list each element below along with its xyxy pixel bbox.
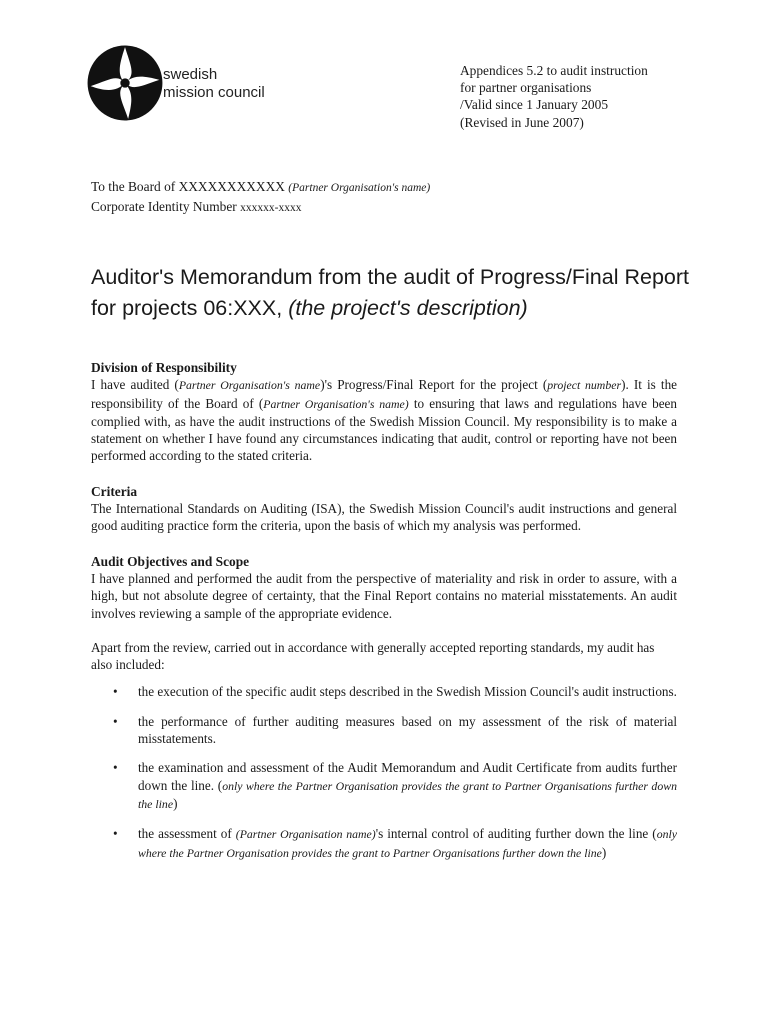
text-run: to ensuring that laws and regulations have been complied with, as have the audit instructions of the Swedish Mission Council. My responsibility is to make a statement on whether I have found any circumstances indicating that audit, control or reporting have not been performed according to the stated criteria.: [91, 395, 678, 464]
list-item: [91, 825, 677, 862]
italic-run: project number: [547, 378, 622, 393]
corp-number: xxxxxx-xxxx: [240, 201, 302, 214]
text-run: I have audited (: [91, 377, 179, 393]
heading-criteria: Criteria: [91, 483, 138, 499]
list-item: [91, 713, 677, 748]
heading-objectives: Audit Objectives and Scope: [91, 553, 250, 569]
list-item-text: the assessment of: [138, 826, 236, 842]
heading-responsibility: Division of Responsibility: [91, 360, 237, 375]
section-objectives: [91, 553, 677, 862]
audit-scope-list: [91, 683, 677, 861]
paragraph-objectives-2: Apart from the review, carried out in accordance with generally accepted reporting standards, my audit has also included:: [91, 639, 655, 673]
text-run: )'s Progress/Final Report for the project (: [320, 377, 548, 393]
list-item-text: ): [173, 795, 178, 811]
list-item-note: only where the Partner Organisation provides the grant to Partner Organisations further down the line: [138, 778, 677, 811]
paragraph-criteria: The International Standards on Auditing (ISA), the Swedish Mission Council's audit instructions and general good auditing practice form the criteria, upon the basis of which my analysis was performed.: [91, 501, 677, 534]
appendix-line-2: for partner organisations: [460, 80, 592, 96]
star-burst-logo-icon: [86, 44, 164, 122]
addressee-block: [91, 178, 430, 217]
appendix-line-3: /Valid since 1 January 2005: [460, 97, 609, 113]
list-item-text: the execution of the specific audit steps described in the Swedish Mission Council's audit instructions.: [138, 684, 677, 700]
list-item-text: the examination and assessment of the Audit Memorandum and Audit Certificate from audits further down the line. (: [138, 760, 677, 793]
section-responsibility: [91, 359, 677, 465]
title-italic: (the project's description): [288, 296, 528, 320]
list-item: [91, 683, 677, 700]
italic-run: Partner Organisation's name): [263, 396, 409, 411]
appendix-line-1: Appendices 5.2 to audit instruction: [460, 63, 648, 78]
board-prefix: To the Board of XXXXXXXXXXX: [91, 179, 289, 194]
list-item-text: the performance of further auditing measures based on my assessment of the risk of material misstatements.: [138, 713, 677, 747]
list-item: [91, 759, 677, 813]
corp-prefix: Corporate Identity Number: [91, 198, 241, 214]
paragraph-objectives-1: I have planned and performed the audit from the perspective of materiality and risk in order to assure, with a high, but not absolute degree of certainty, that the Final Report contains no material misstatements. An audit involves reviewing a sample of the appropriate evidence.: [91, 570, 677, 621]
title-separator: ,: [276, 296, 289, 320]
appendix-line-4: (Revised in June 2007): [460, 114, 584, 130]
bullet-marker: •: [113, 713, 118, 729]
board-note: (Partner Organisation's name): [288, 182, 431, 194]
organisation-logo-text: [163, 66, 265, 102]
logo-line-1: swedish: [163, 66, 218, 83]
italic-run: Partner Organisation's name: [178, 378, 321, 393]
board-line: [91, 178, 430, 198]
logo-line-2: mission council: [163, 84, 265, 101]
list-item-text: 's internal control of auditing further down the line (: [375, 826, 657, 842]
list-item-note: (Partner Organisation name): [235, 827, 376, 842]
text-run: ). It is the responsibility of the Board of (: [91, 377, 678, 411]
list-item-text: ): [601, 844, 607, 860]
list-item-note: only where the Partner Organisation provides the grant to Partner Organisations further down the line: [138, 827, 677, 860]
title-main: Auditor's Memorandum from the audit of Progress/Final Report for projects 06:XXX: [91, 265, 690, 320]
bullet-marker: •: [113, 760, 118, 776]
paragraph-responsibility: [91, 376, 677, 464]
bullet-marker: •: [113, 684, 118, 700]
document-title: [91, 262, 691, 324]
bullet-marker: •: [113, 826, 118, 842]
document-body: [91, 359, 677, 880]
appendix-reference: [460, 62, 720, 131]
section-criteria: [91, 483, 677, 535]
corporate-id-line: [91, 198, 430, 218]
